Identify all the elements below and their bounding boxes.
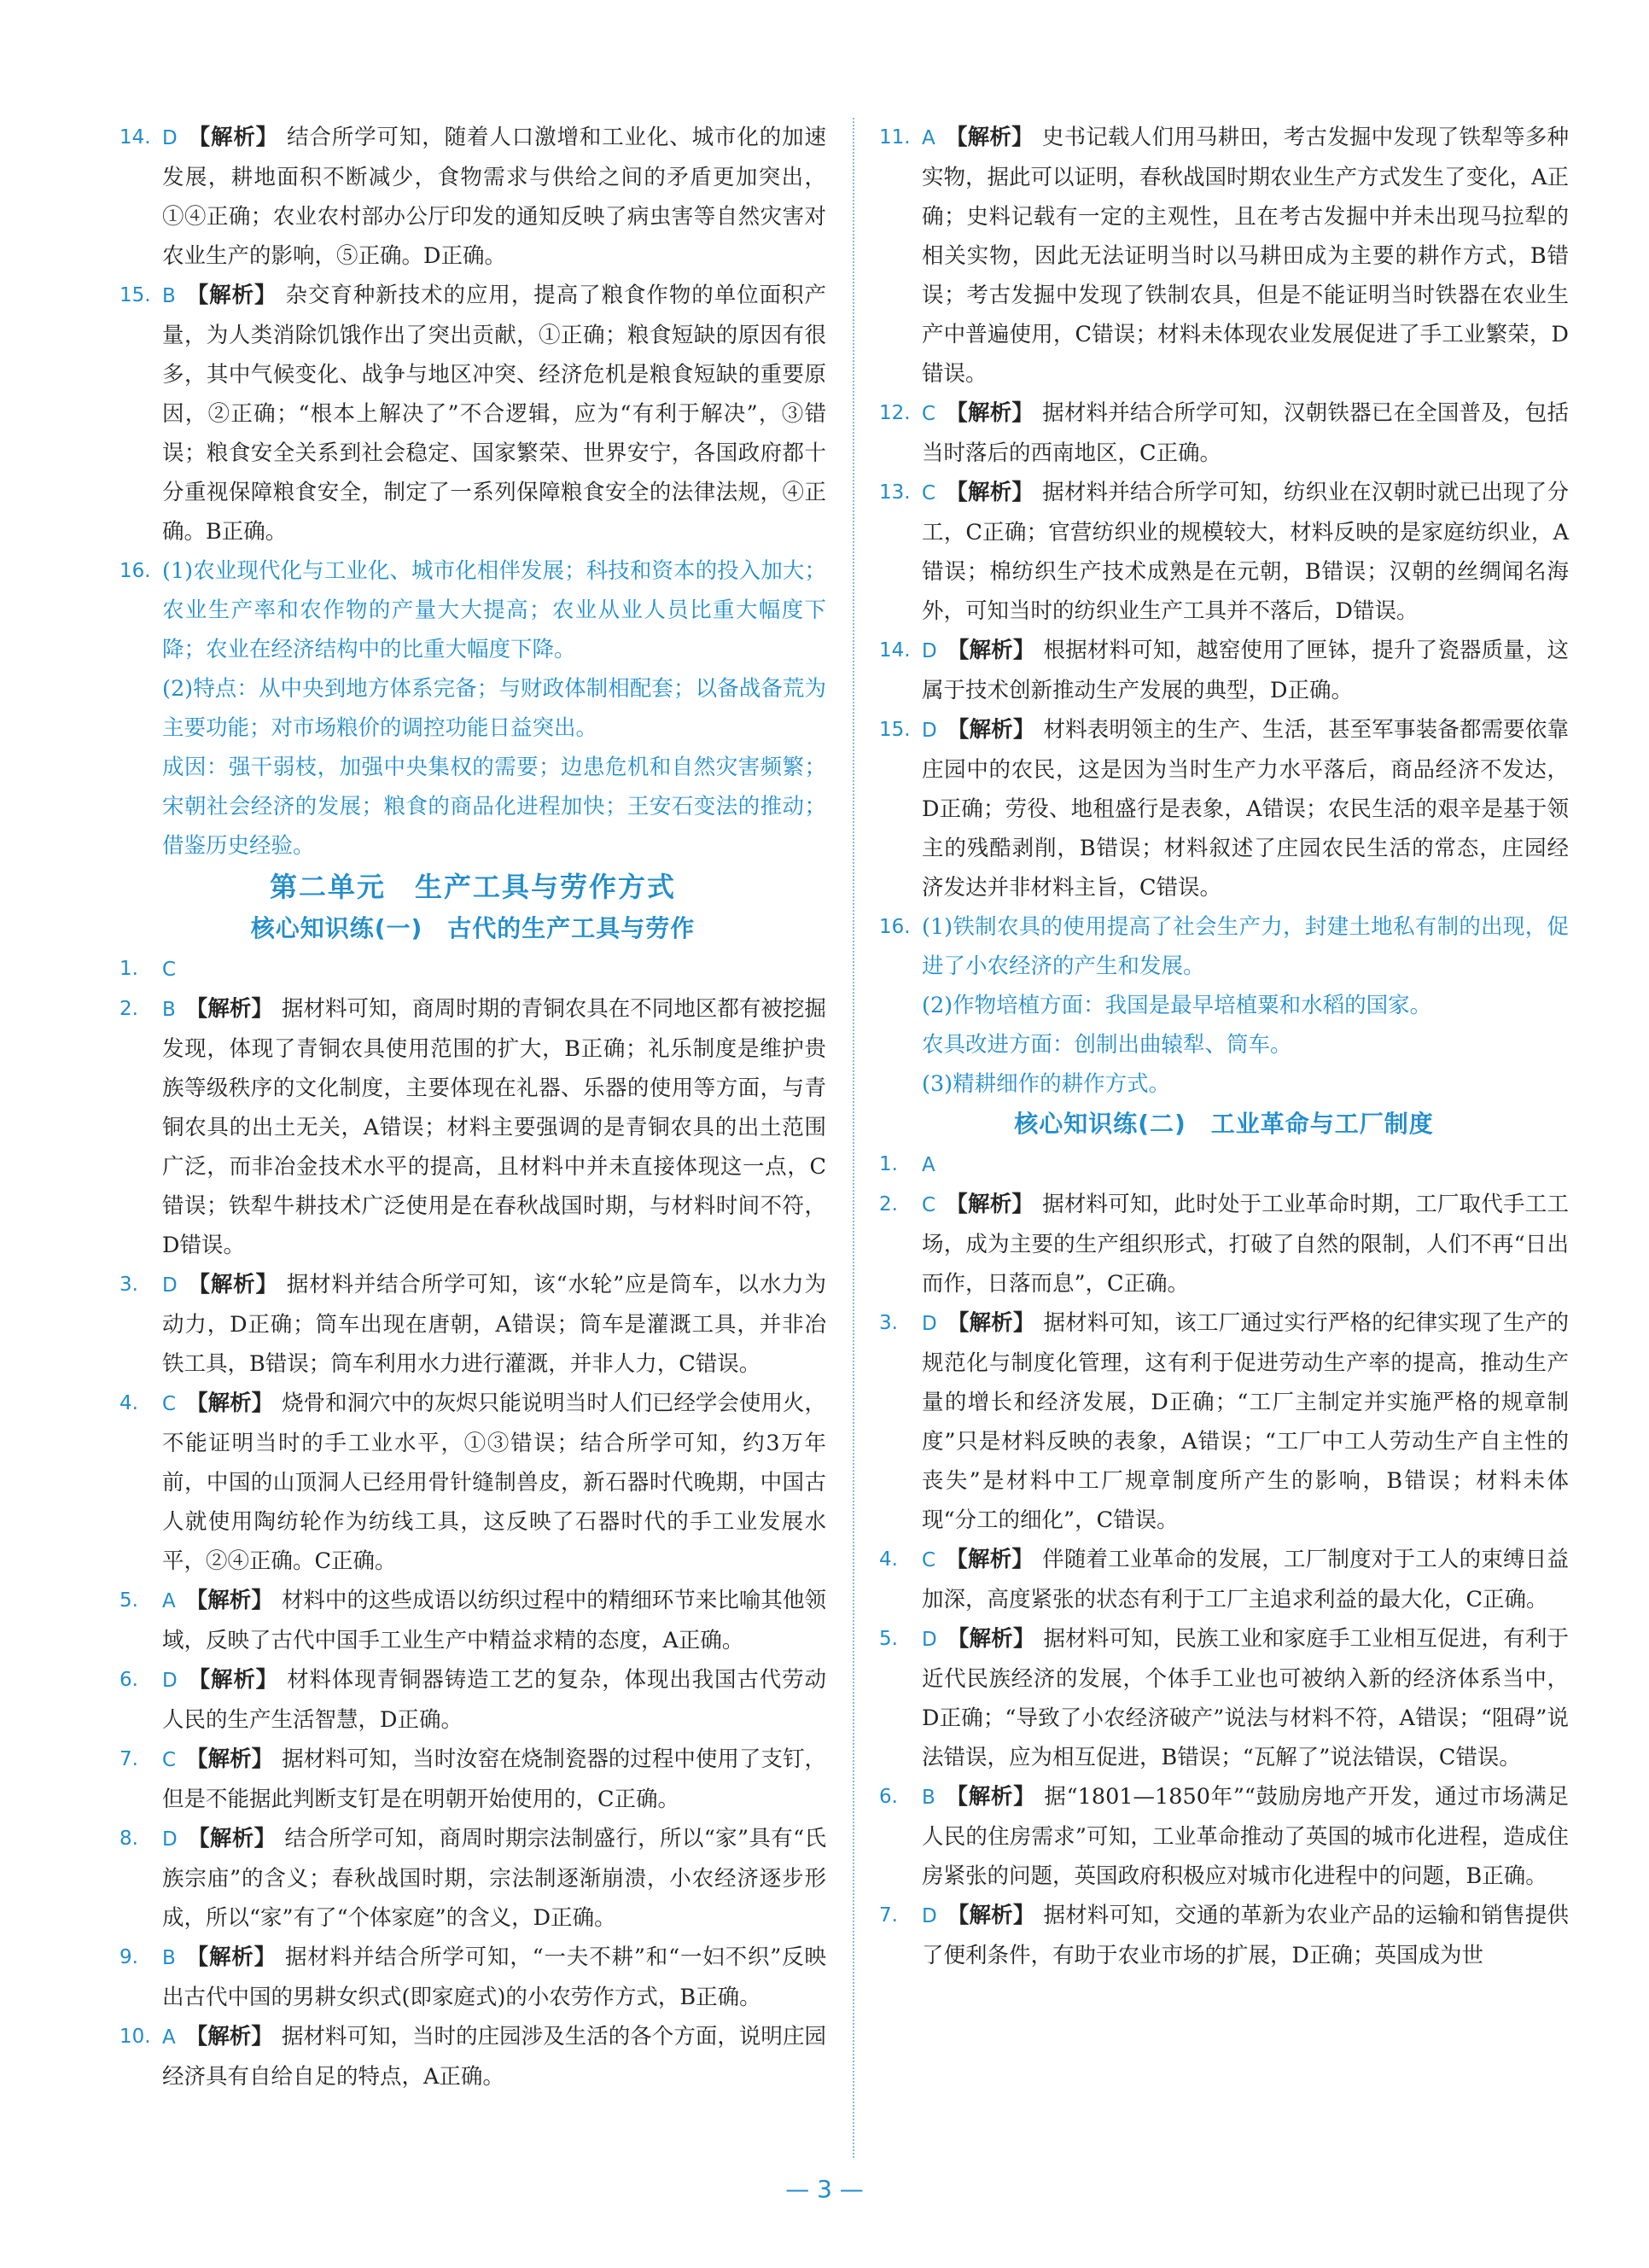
- answer-letter: A: [922, 1154, 935, 1176]
- item-number: 9.: [119, 1946, 138, 1968]
- answer-item: [119, 1938, 826, 2017]
- analysis-text: 史书记载人们用马耕田，考古发掘中发现了铁犁等多种实物，据此可以证明，春秋战国时期农业生产方式发生了变化，A正确；史料记载有一定的主观性，且在考古发掘中并未出现马拉犁的相关实物，因此无法证明当时以马耕田成为主要的耕作方式，B错误；考古发掘中发现了铁制农具，但是不能证明当时铁器在农业生产中普遍使用，C错误；材料未体现农业发展促进了手工业繁荣，D错误。: [922, 125, 1569, 387]
- analysis-tag: 【解析】: [187, 1667, 279, 1693]
- item-number: 8.: [119, 1828, 138, 1850]
- answer-body: [162, 1384, 826, 1581]
- analysis-tag: 【解析】: [185, 2024, 273, 2049]
- answer-16-body: [922, 907, 1569, 1104]
- analysis-tag: 【解析】: [945, 1784, 1036, 1810]
- answer-item: [879, 1540, 1569, 1619]
- item-number: 1.: [879, 1153, 898, 1175]
- section2-answers: [879, 1145, 1569, 1975]
- item-number: 14.: [119, 126, 151, 149]
- answer-item: [119, 989, 826, 1265]
- analysis-tag: 【解析】: [947, 1626, 1035, 1652]
- answer-body: [922, 1619, 1569, 1777]
- answer-letter: C: [162, 1393, 177, 1415]
- answer-item: [119, 2017, 826, 2096]
- answer-item: [879, 394, 1569, 473]
- analysis-text: 据材料可知，民族工业和家庭手工业相互促进，有利于近代民族经济的发展，个体手工业也可被纳入新的经济体系当中，D正确；“导致了小农经济破产”说法与材料不符，A错误；“阻碍”说法错误，应为相互促进，B错误；“瓦解了”说法错误，C错误。: [922, 1626, 1569, 1770]
- analysis-tag: 【解析】: [947, 717, 1035, 743]
- answer-item: [879, 1185, 1569, 1303]
- answer-body: [162, 2017, 826, 2096]
- answer-letter: D: [162, 1274, 178, 1297]
- answer-item: [879, 710, 1569, 907]
- section-title-1: 核心知识练(一) 古代的生产工具与劳作: [250, 914, 696, 942]
- analysis-text: 据材料可知，商周时期的青铜农具在不同地区都有被挖掘发现，体现了青铜农具使用范围的扩大，B正确；礼乐制度是维护贵族等级秩序的文化制度，主要体现在礼器、乐器的使用等方面，与青铜农具的出土无关，A错误；材料主要强调的是青铜农具的出土范围广泛，而非冶金技术水平的提高，且材料中并未直接体现这一点，C错误；铁犁牛耕技术广泛使用是在春秋战国时期，与材料时间不符，D错误。: [162, 996, 826, 1258]
- answer-item: [879, 1303, 1569, 1540]
- item-number: 15.: [879, 719, 911, 741]
- item-number: 2.: [119, 998, 138, 1020]
- answer-item: [119, 118, 826, 276]
- analysis-text: 据材料并结合所学可知，汉朝铁器已在全国普及，包括当时落后的西南地区，C正确。: [922, 400, 1569, 466]
- answer-body: [162, 1265, 826, 1384]
- answer-letter: C: [162, 959, 177, 981]
- left-column: [119, 118, 826, 2096]
- answer-letter: D: [162, 1670, 178, 1692]
- answer-item: [879, 118, 1569, 394]
- analysis-text: 据材料可知，交通的革新为农业产品的运输和销售提供了便利条件，有助于农业市场的扩展，D正确；英国成为世: [922, 1903, 1569, 1968]
- answer-body: [162, 1660, 826, 1740]
- answer-item: [879, 1896, 1569, 1975]
- answer-body: [922, 1777, 1569, 1896]
- answer-body: [162, 118, 826, 276]
- analysis-tag: 【解析】: [185, 283, 277, 308]
- answer-body: [162, 276, 826, 551]
- answer-body: [162, 1938, 826, 2017]
- answer-letter: D: [162, 1828, 178, 1851]
- analysis-text: 烧骨和洞穴中的灰烬只能说明当时人们已经学会使用火，不能证明当时的手工业水平，①③错误；结合所学可知，约3万年前，中国的山顶洞人已经用骨针缝制兽皮，新石器时代晚期，中国古人就使用陶纺轮作为纺线工具，这反映了石器时代的手工业发展水平，②④正确。C正确。: [162, 1391, 826, 1574]
- answer-line: (1)铁制农具的使用提高了社会生产力，封建土地私有制的出现，促进了小农经济的产生和发展。: [922, 914, 1569, 979]
- answer-body: [922, 1303, 1569, 1540]
- left-top-answers: [119, 118, 826, 551]
- answer-line: (2)作物培植方面：我国是最早培植粟和水稻的国家。: [922, 993, 1432, 1018]
- analysis-tag: 【解析】: [186, 1746, 274, 1772]
- answer-letter: A: [922, 127, 935, 149]
- answer-letter: D: [922, 1905, 937, 1927]
- unit-title: 第二单元 生产工具与劳作方式: [269, 871, 676, 903]
- analysis-text: 结合所学可知，随着人口激增和工业化、城市化的加速发展，耕地面积不断减少，食物需求与供给之间的矛盾更加突出，①④正确；农业农村部办公厅印发的通知反映了病虫害等自然灾害对农业生产的影响，⑤正确。D正确。: [162, 125, 826, 269]
- answer-letter: C: [922, 1549, 936, 1571]
- answer-body: [922, 1540, 1569, 1619]
- item-number: 7.: [119, 1748, 138, 1770]
- answer-body: [162, 1819, 826, 1938]
- answer-letter: B: [162, 1947, 176, 1969]
- answer-item: [879, 1619, 1569, 1777]
- item-number: 5.: [879, 1628, 898, 1650]
- answer-item: [119, 1740, 826, 1819]
- item-number: 16.: [879, 916, 911, 938]
- analysis-text: 据材料并结合所学可知，该“水轮”应是筒车，以水力为动力，D正确；筒车出现在唐朝，A错误；筒车是灌溉工具，并非冶铁工具，B错误；筒车利用水力进行灌溉，并非人力，C错误。: [162, 1272, 826, 1377]
- answer-item: [879, 473, 1569, 631]
- analysis-tag: 【解析】: [185, 1944, 277, 1970]
- item-number: 14.: [879, 639, 911, 662]
- answer-body: [922, 631, 1569, 710]
- analysis-text: 材料表明领主的生产、生活，甚至军事装备都需要依靠庄园中的农民，这是因为当时生产力水平落后，商品经济不发达，D正确；劳役、地租盛行是表象，A错误；农民生活的艰辛是基于领主的残酷剥削，B错误；材料叙述了庄园农民生活的常态，庄园经济发达并非材料主旨，C错误。: [922, 717, 1569, 901]
- analysis-text: 据材料并结合所学可知，“一夫不耕”和“一妇不织”反映出古代中国的男耕女织式(即家庭式)的小农劳作方式，B正确。: [162, 1944, 826, 2010]
- answer-body: [162, 949, 826, 989]
- answer-letter: C: [922, 482, 936, 504]
- item-number: 7.: [879, 1904, 898, 1927]
- analysis-tag: 【解析】: [187, 1272, 278, 1297]
- answer-letter: A: [162, 2026, 176, 2049]
- analysis-text: 杂交育种新技术的应用，提高了粮食作物的单位面积产量，为人类消除饥饿作出了突出贡献，①正确；粮食短缺的原因有很多，其中气候变化、战争与地区冲突、经济危机是粮食短缺的重要原因，②正确；“根本上解决了”不合逻辑，应为“有利于解决”，③错误；粮食安全关系到社会稳定、国家繁荣、世界安宁，各国政府都十分重视保障粮食安全，制定了一系列保障粮食安全的法律法规，④正确。B正确。: [162, 283, 826, 545]
- answer-body: [922, 394, 1569, 473]
- answer-item: [119, 949, 826, 989]
- analysis-tag: 【解析】: [945, 125, 1034, 150]
- answer-letter: D: [922, 1629, 937, 1651]
- answer-letter: D: [922, 1313, 937, 1335]
- answer-body: [922, 473, 1569, 631]
- answer-item: [119, 1819, 826, 1938]
- answer-letter: C: [922, 1194, 936, 1216]
- answer-letter: C: [922, 403, 936, 425]
- section1-answers: [119, 949, 826, 2096]
- answer-body: [162, 1581, 826, 1660]
- item-number: 6.: [119, 1669, 138, 1691]
- analysis-text: 材料中的这些成语以纺织过程中的精细环节来比喻其他领域，反映了古代中国手工业生产中精益求精的态度，A正确。: [162, 1588, 826, 1653]
- answer-body: [162, 1740, 826, 1819]
- right-top-answers: [879, 118, 1569, 907]
- answer-line: (3)精耕细作的耕作方式。: [922, 1071, 1171, 1097]
- item-number: 5.: [119, 1589, 138, 1612]
- answer-letter: D: [922, 720, 937, 742]
- item-number: 6.: [879, 1786, 898, 1808]
- analysis-tag: 【解析】: [187, 1826, 277, 1851]
- analysis-text: 据材料可知，当时的庄园涉及生活的各个方面，说明庄园经济具有自给自足的特点，A正确。: [162, 2024, 826, 2090]
- item-number: 13.: [879, 481, 911, 504]
- item-number: 4.: [119, 1392, 138, 1414]
- analysis-tag: 【解析】: [947, 638, 1035, 663]
- answer-item: [879, 1777, 1569, 1896]
- item-number: 2.: [879, 1193, 898, 1216]
- item-number: 15.: [119, 284, 151, 306]
- answer-body: [922, 1185, 1569, 1303]
- analysis-tag: 【解析】: [946, 480, 1034, 505]
- analysis-text: 据材料可知，此时处于工业革命时期，工厂取代手工工场，成为主要的生产组织形式，打破了自然的限制，人们不再“日出而作，日落而息”，C正确。: [922, 1192, 1569, 1297]
- answer-16-body: [162, 551, 826, 866]
- analysis-text: 据材料可知，当时汝窑在烧制瓷器的过程中使用了支钉，但是不能据此判断支钉是在明朝开始使用的，C正确。: [162, 1746, 826, 1812]
- analysis-tag: 【解析】: [947, 1903, 1035, 1928]
- answer-body: [162, 989, 826, 1265]
- analysis-text: 根据材料可知，越窑使用了匣钵，提升了瓷器质量，这属于技术创新推动生产发展的典型，D正确。: [922, 638, 1569, 703]
- analysis-text: 结合所学可知，商周时期宗法制盛行，所以“家”具有“氏族宗庙”的含义；春秋战国时期，宗法制逐渐崩溃，小农经济逐步形成，所以“家”有了“个体家庭”的含义，D正确。: [162, 1826, 826, 1931]
- analysis-tag: 【解析】: [187, 125, 279, 150]
- analysis-text: 材料体现青铜器铸造工艺的复杂，体现出我国古代劳动人民的生产生活智慧，D正确。: [162, 1667, 826, 1733]
- answer-item: [119, 1384, 826, 1581]
- item-number: 16.: [119, 560, 151, 582]
- column-divider: [853, 118, 854, 2158]
- answer-letter: B: [162, 999, 176, 1021]
- analysis-tag: 【解析】: [946, 1547, 1034, 1572]
- answer-item: [879, 1145, 1569, 1185]
- answer-line: 农具改进方面：创制出曲辕犁、筒车。: [922, 1032, 1292, 1058]
- analysis-tag: 【解析】: [947, 1310, 1035, 1336]
- answer-item: [119, 1265, 826, 1384]
- item-number: 10.: [119, 2026, 151, 2048]
- answer-item: [119, 1660, 826, 1740]
- analysis-text: 据材料并结合所学可知，纺织业在汉朝时就已出现了分工，C正确；官营纺织业的规模较大，材料反映的是家庭纺织业，A错误；棉纺织生产技术成熟是在元朝，B错误；汉朝的丝绸闻名海外，可知当时的纺织业生产工具并不落后，D错误。: [922, 480, 1569, 624]
- answer-letter: D: [162, 127, 178, 149]
- answer-body: [922, 710, 1569, 907]
- analysis-text: 据“1801—1850年”“鼓励房地产开发，通过市场满足人民的住房需求”可知，工业革命推动了英国的城市化进程，造成住房紧张的问题，英国政府积极应对城市化进程中的问题，B正确。: [922, 1784, 1569, 1889]
- answer-letter: C: [162, 1749, 177, 1771]
- item-number: 11.: [879, 126, 911, 149]
- analysis-tag: 【解析】: [946, 400, 1034, 426]
- item-number: 1.: [119, 958, 138, 980]
- item-number: 3.: [879, 1312, 898, 1334]
- answer-letter: D: [922, 640, 937, 662]
- answer-item: [879, 631, 1569, 710]
- item-number: 3.: [119, 1274, 138, 1296]
- right-column: [879, 118, 1569, 1975]
- section-title-2: 核心知识练(二) 工业革命与工厂制度: [1014, 1110, 1434, 1138]
- answer-body: [922, 118, 1569, 394]
- analysis-text: 据材料可知，该工厂通过实行严格的纪律实现了生产的规范化与制度化管理，这有利于促进劳动生产率的提高，推动生产量的增长和经济发展，D正确；“工厂主制定并实施严格的规章制度”只是材料反映的表象，A错误；“工厂中工人劳动生产自主性的丧失”是材料中工厂规章制度所产生的影响，B错误；材料未体现“分工的细化”，C错误。: [922, 1310, 1569, 1533]
- answer-line: (2)特点：从中央到地方体系完备；与财政体制相配套；以备战备荒为主要功能；对市场粮价的调控功能日益突出。: [162, 676, 826, 741]
- answer-body: [922, 1145, 1569, 1185]
- answer-letter: A: [162, 1590, 176, 1612]
- answer-item-16-left: [119, 551, 826, 866]
- analysis-tag: 【解析】: [946, 1192, 1034, 1217]
- item-number: 12.: [879, 402, 911, 424]
- analysis-tag: 【解析】: [186, 1391, 274, 1416]
- answer-item-16-right: [879, 907, 1569, 1104]
- answer-body: [922, 1896, 1569, 1975]
- answer-line: (1)农业现代化与工业化、城市化相伴发展；科技和资本的投入加大；农业生产率和农作物的产量大大提高；农业从业人员比重大幅度下降；农业在经济结构中的比重大幅度下降。: [162, 558, 826, 662]
- item-number: 4.: [879, 1548, 898, 1571]
- page-number: — 3 —: [785, 2175, 864, 2203]
- answer-item: [119, 276, 826, 551]
- analysis-tag: 【解析】: [185, 1588, 273, 1613]
- analysis-tag: 【解析】: [185, 996, 273, 1022]
- answer-letter: B: [922, 1787, 935, 1809]
- answer-letter: B: [162, 285, 176, 307]
- answer-line: 成因：强干弱枝，加强中央集权的需要；边患危机和自然灾害频繁；宋朝社会经济的发展；粮食的商品化进程加快；王安石变法的推动；借鉴历史经验。: [162, 755, 826, 859]
- answer-item: [119, 1581, 826, 1660]
- analysis-text: 伴随着工业革命的发展，工厂制度对于工人的束缚日益加深，高度紧张的状态有利于工厂主追求利益的最大化，C正确。: [922, 1547, 1569, 1612]
